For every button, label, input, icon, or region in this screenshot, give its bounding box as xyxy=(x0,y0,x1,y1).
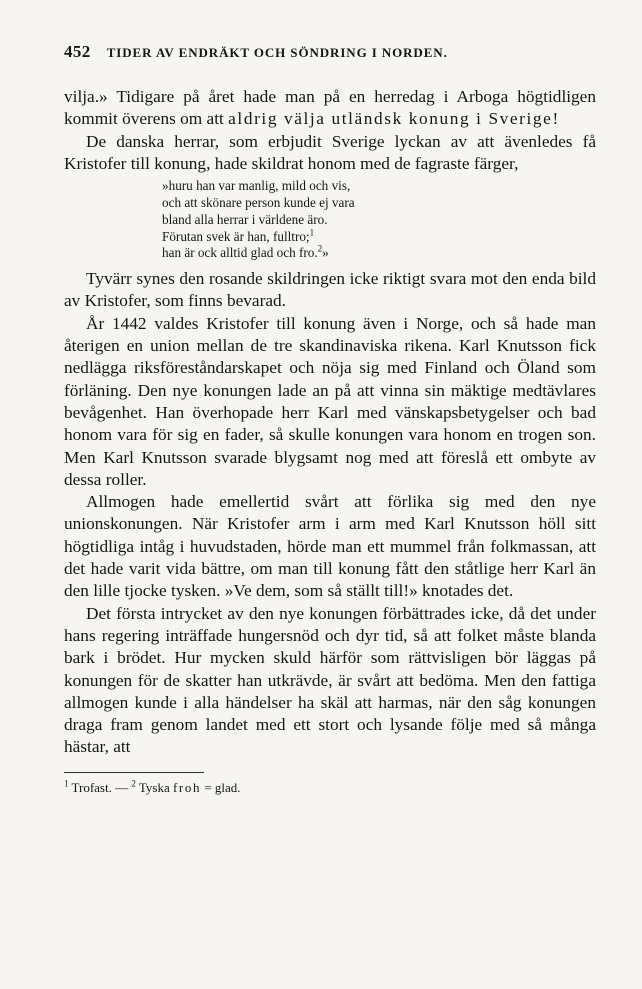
paragraph-2: De danska herrar, som erbjudit Sverige lyckan av att ävenledes få Kristofer till konung, hade skildrat honom med de fagraste färger, xyxy=(64,131,596,173)
footnote-marker-1: 1 xyxy=(64,778,69,789)
footnote-ref-1: 1 xyxy=(309,227,315,238)
poem-closing-quote: » xyxy=(322,245,329,261)
paragraph-1 xyxy=(64,86,596,131)
paragraph-6: Det första intrycket av den nye konungen förbättrades icke, då det under hans regering inträffade hungersnöd och dyr tid, så att folket måste blanda bark i brödet. Hur mycken skuld härför som rättvisligen bör läggas på konungen för de skatter han utkrävde, är svårt att bedöma. Men den fattiga allmogen kunde i alla händelser ha skäl att harmas, när den såg konungen draga fram genom landet med ett stort och lysande följe med så många hästar, att xyxy=(64,603,596,757)
footnote-1-text: Trofast. — xyxy=(71,779,132,795)
paragraph-1-text: vilja.» Tidigare på året hade man på en herredag i Arboga högtidligen kommit överens om att xyxy=(64,87,596,129)
poem-line xyxy=(162,229,596,246)
poem-line: och att skönare person kunde ej vara xyxy=(162,194,355,210)
footnote-marker-2: 2 xyxy=(131,778,136,789)
poem-quote xyxy=(162,178,596,262)
paragraph-4: År 1442 valdes Kristofer till konung även i Norge, och så hade man återigen en union mellan de tre skandinaviska rikena. Karl Knutsson fick nedlägga riksföreståndarskapet och nöja sig med Finland och Öland som förläning. Den nye konungen lade an på att vinna sin mäktige medtävlares bevågenhet. Han överhopade herr Karl med vänskapsbetygelser och bad honom vara för sig en fader, så skulle konungen vara honom en trogen son. Men Karl Knutsson svarade blygsamt nog med att föreslå ett ombyte av dessa roller. xyxy=(64,313,596,489)
poem-line-text: han är ock alltid glad och fro. xyxy=(162,245,318,261)
footnote-ref-2: 2 xyxy=(317,243,323,254)
running-title: TIDER AV ENDRÄKT OCH SÖNDRING I NORDEN. xyxy=(106,45,448,60)
paragraph-5: Allmogen hade emellertid svårt att förlika sig med den nye unionskonungen. När Kristofer arm i arm med Karl Knutsson höll sitt högtidliga intåg i huvudstaden, hörde man ett mummel från folkmassan, att det hade varit vida bättre, om man till konung fått den ståtlige herr Karl än den lille tjocke tysken. »Ve dem, som så ställt till!» knotades det. xyxy=(64,492,596,601)
page-number: 452 xyxy=(64,42,91,61)
paragraph-1-spaced-text: aldrig välja utländsk konung i Sverige! xyxy=(228,109,560,129)
paragraph-3: Tyvärr synes den rosande skildringen icke riktigt svara mot den enda bild av Kristofer, som finns bevarad. xyxy=(64,269,596,311)
footnote-divider xyxy=(64,772,204,773)
footnote-2-text: Tyska xyxy=(138,779,173,795)
poem-line: bland alla herrar i världene äro. xyxy=(162,211,328,227)
book-page xyxy=(64,42,596,796)
poem-line-text: Förutan svek är han, fulltro; xyxy=(162,228,310,244)
footnote-2-word: froh xyxy=(173,779,202,795)
footnotes xyxy=(64,780,596,796)
poem-line: »huru han var manlig, mild och vis, xyxy=(162,178,351,194)
footnote-2-tail: = glad. xyxy=(201,779,241,795)
page-header xyxy=(64,42,596,62)
poem-line xyxy=(162,245,596,262)
